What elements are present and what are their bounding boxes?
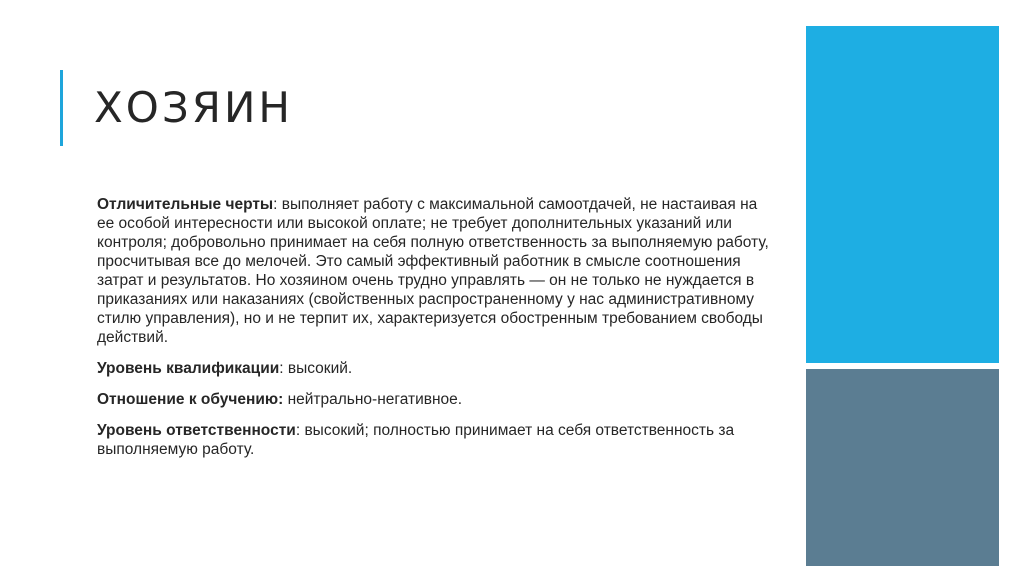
- paragraph-label: Отличительные черты: [97, 196, 274, 213]
- paragraph-label: Уровень ответственности: [97, 422, 296, 439]
- paragraph-label: Уровень квалификации: [97, 360, 280, 377]
- paragraph-responsibility: [97, 421, 769, 459]
- paragraph-text: высокий; полностью принимает на себя ответственность за выполняемую работу.: [97, 422, 735, 458]
- paragraph-text: высокий.: [283, 360, 353, 377]
- paragraph-label: Отношение к обучению:: [97, 391, 284, 408]
- decorative-block-blue: [806, 26, 999, 363]
- title-accent-bar: [60, 70, 63, 146]
- slide-body: [97, 195, 769, 471]
- paragraph-attitude-to-learning: [97, 390, 769, 409]
- decorative-block-slate: [806, 369, 999, 566]
- paragraph-distinctive-features: [97, 195, 769, 347]
- paragraph-text: нейтрально-негативное.: [283, 391, 463, 408]
- paragraph-text: выполняет работу с максимальной самоотдачей, не настаивая на ее особой интересности или высокой оплате; не требует дополнительных указаний или контроля; добровольно принимает на себя полную ответственность за выполняемую работу, просчитывая все до мелочей. Это самый эффективный работник в смысле соотношения затрат и результатов. Но хозяином очень трудно управлять — он не только не нуждается в приказаниях или наказаниях (свойственных распространенному у нас административному стилю управления), но и не терпит их, характеризуется обостренным требованием свободы действий.: [97, 196, 769, 346]
- slide-title: ХОЗЯИН: [94, 83, 293, 132]
- paragraph-separator: :: [273, 196, 278, 213]
- paragraph-separator: :: [279, 360, 284, 377]
- paragraph-qualification: [97, 359, 769, 378]
- paragraph-separator: :: [295, 422, 301, 439]
